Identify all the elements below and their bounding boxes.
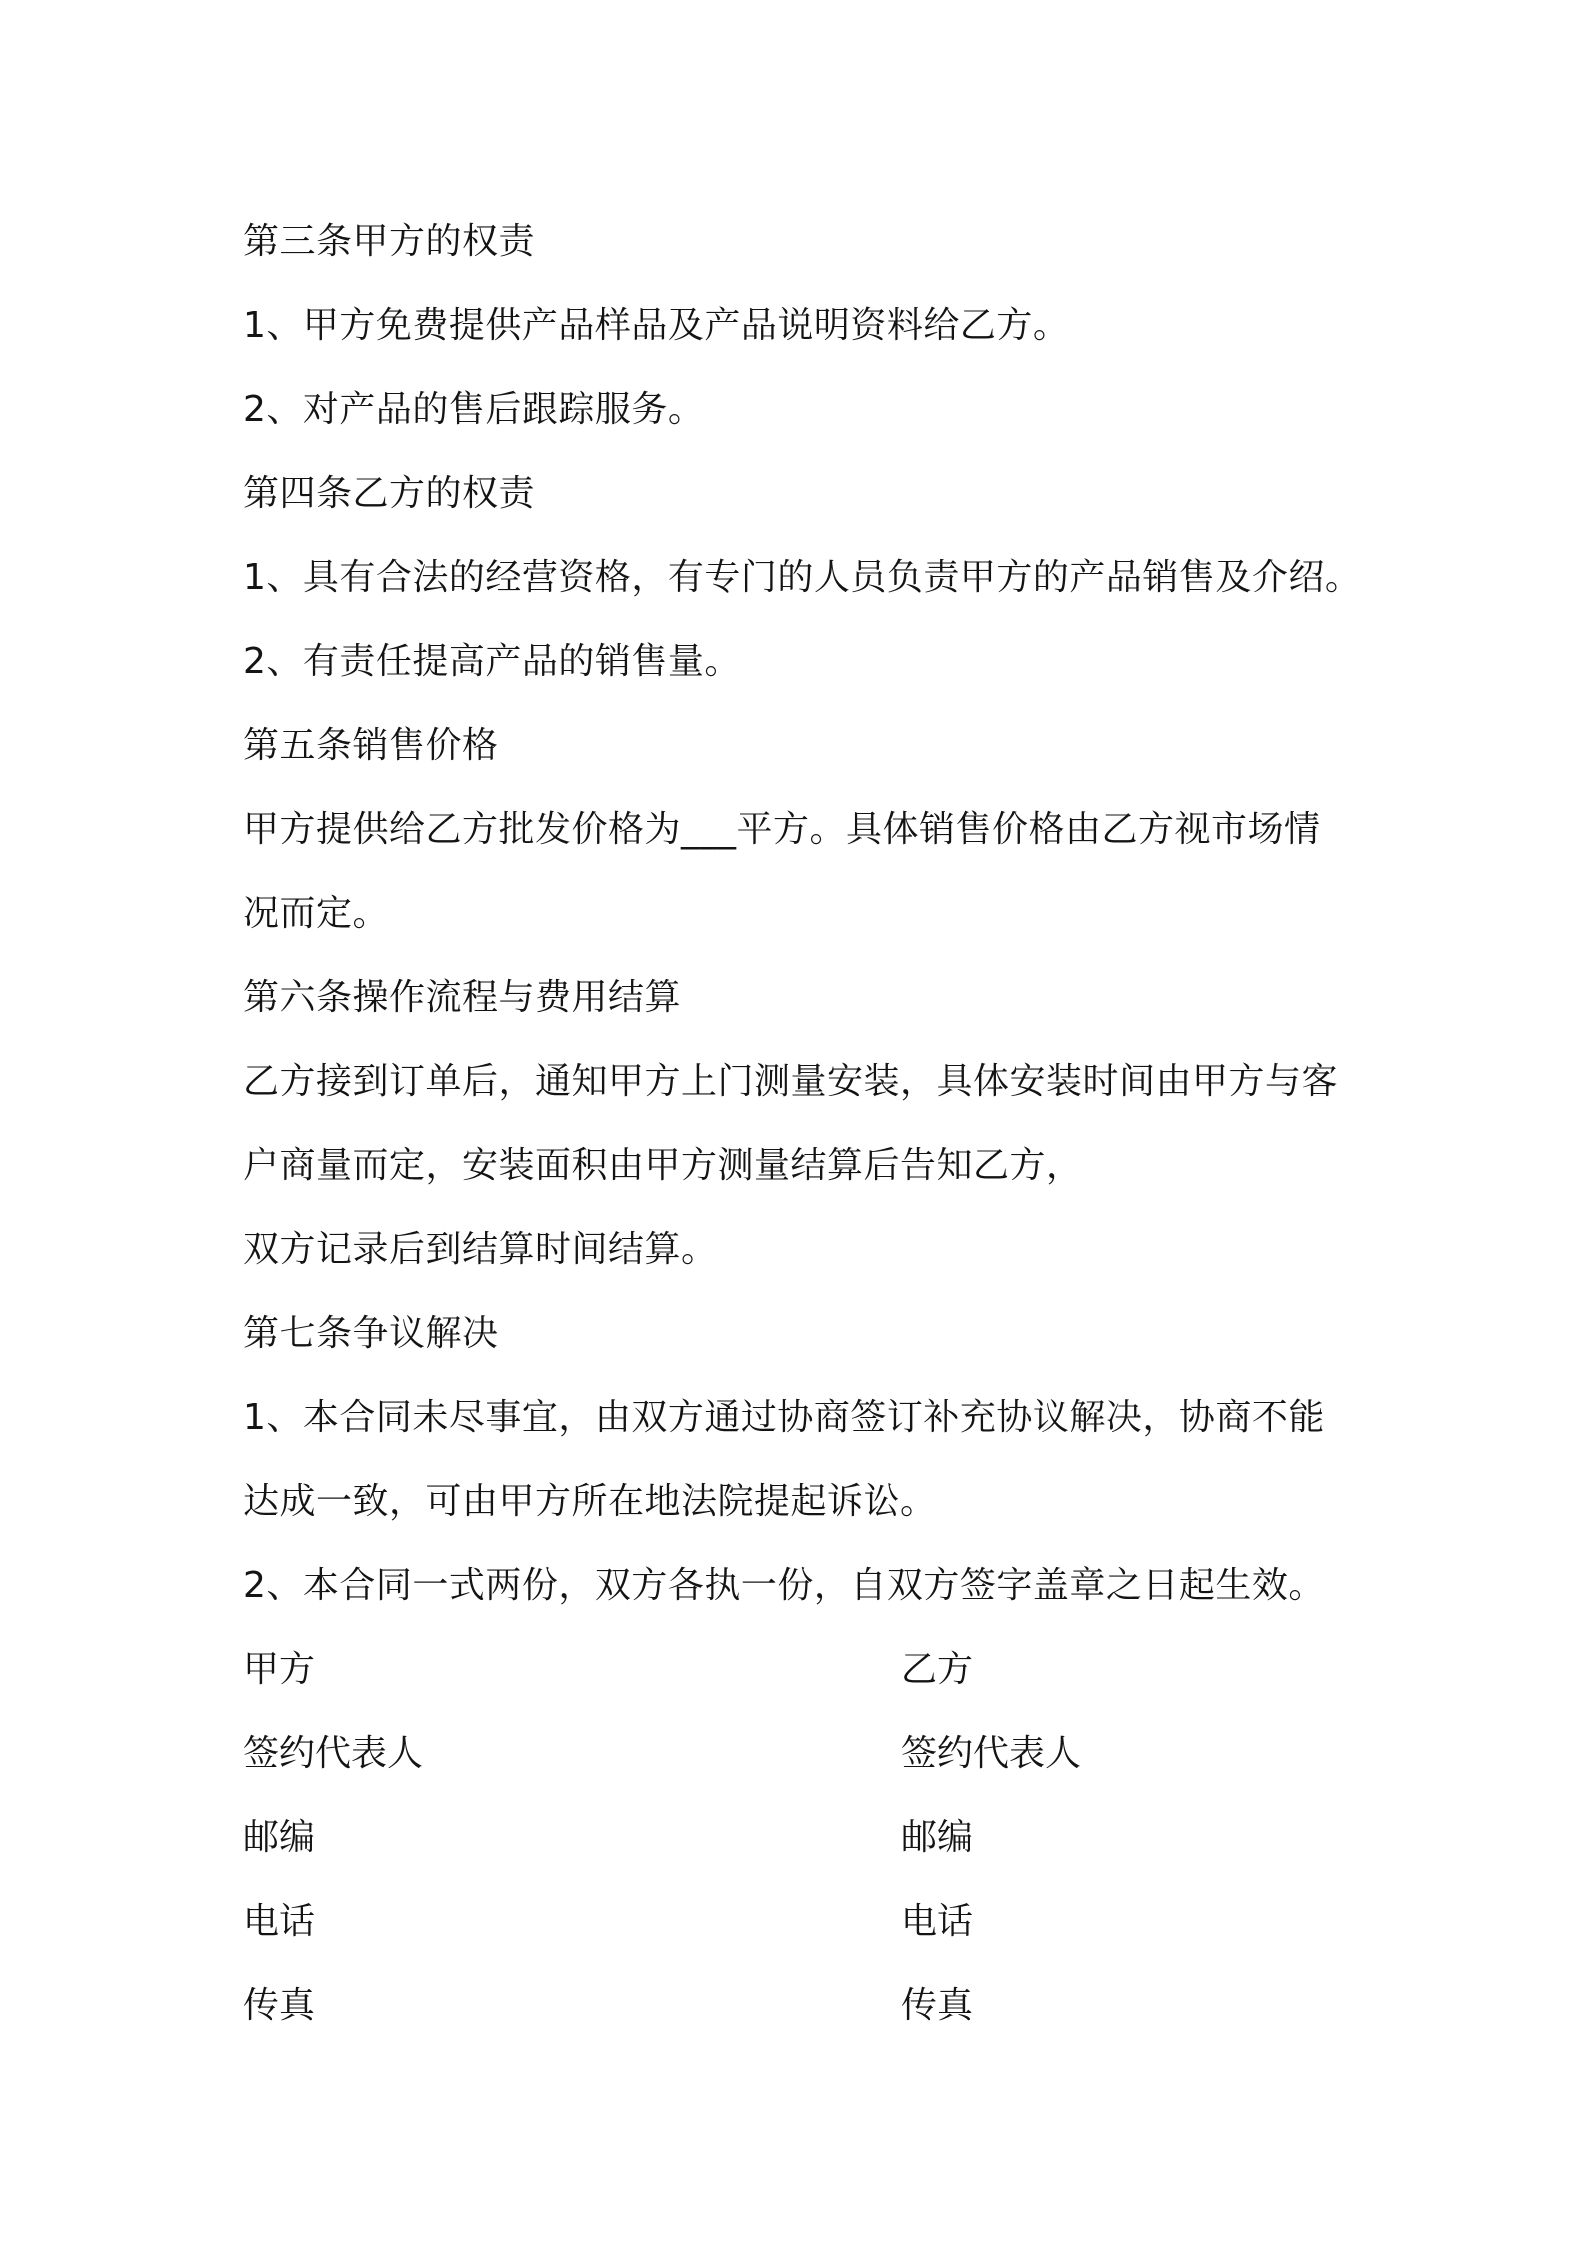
article-6-heading: 第六条操作流程与费用结算	[243, 977, 682, 1018]
article-5-text-line-2: 况而定。	[243, 893, 390, 934]
article-4-item-2: 2、有责任提高产品的销售量。	[243, 641, 741, 682]
party-a-postcode-label: 邮编	[243, 1817, 316, 1858]
party-b-label: 乙方	[901, 1649, 974, 1690]
article-7-item-1-line-1: 1、本合同未尽事宜，由双方通过协商签订补充协议解决，协商不能	[243, 1397, 1325, 1438]
article-5-heading: 第五条销售价格	[243, 725, 499, 766]
article-4-heading: 第四条乙方的权责	[243, 473, 536, 514]
article-3-item-2: 2、对产品的售后跟踪服务。	[243, 389, 705, 430]
article-6-text-line-3: 双方记录后到结算时间结算。	[243, 1229, 718, 1270]
signature-row-postcode	[243, 1796, 1393, 1880]
article-7-item-1-line-2: 达成一致，可由甲方所在地法院提起诉讼。	[243, 1481, 937, 1522]
party-a-representative-label: 签约代表人	[243, 1733, 424, 1774]
party-b-postcode-label: 邮编	[901, 1817, 974, 1858]
party-b-fax-label: 传真	[901, 1985, 974, 2026]
signature-row-phone	[243, 1880, 1393, 1964]
article-3-item-1: 1、甲方免费提供产品样品及产品说明资料给乙方。	[243, 305, 1070, 346]
party-a-phone-label: 电话	[243, 1901, 316, 1942]
article-5-text-line-1: 甲方提供给乙方批发价格为___平方。具体销售价格由乙方视市场情	[243, 809, 1321, 850]
document-body	[243, 200, 1393, 2048]
party-b-representative-label: 签约代表人	[901, 1733, 1082, 1774]
signature-block	[243, 1628, 1393, 2048]
article-4-item-1: 1、具有合法的经营资格，有专门的人员负责甲方的产品销售及介绍。	[243, 557, 1362, 598]
article-3-heading: 第三条甲方的权责	[243, 221, 536, 262]
party-a-label: 甲方	[243, 1649, 316, 1690]
article-7-item-2: 2、本合同一式两份，双方各执一份，自双方签字盖章之日起生效。	[243, 1565, 1325, 1606]
signature-row-representative	[243, 1712, 1393, 1796]
article-7-heading: 第七条争议解决	[243, 1313, 499, 1354]
signature-row-party	[243, 1628, 1393, 1712]
party-b-phone-label: 电话	[901, 1901, 974, 1942]
party-a-fax-label: 传真	[243, 1985, 316, 2026]
signature-row-fax	[243, 1964, 1393, 2048]
article-6-text-line-2: 户商量而定，安装面积由甲方测量结算后告知乙方，	[243, 1145, 1083, 1186]
article-6-text-line-1: 乙方接到订单后，通知甲方上门测量安装，具体安装时间由甲方与客	[243, 1061, 1339, 1102]
